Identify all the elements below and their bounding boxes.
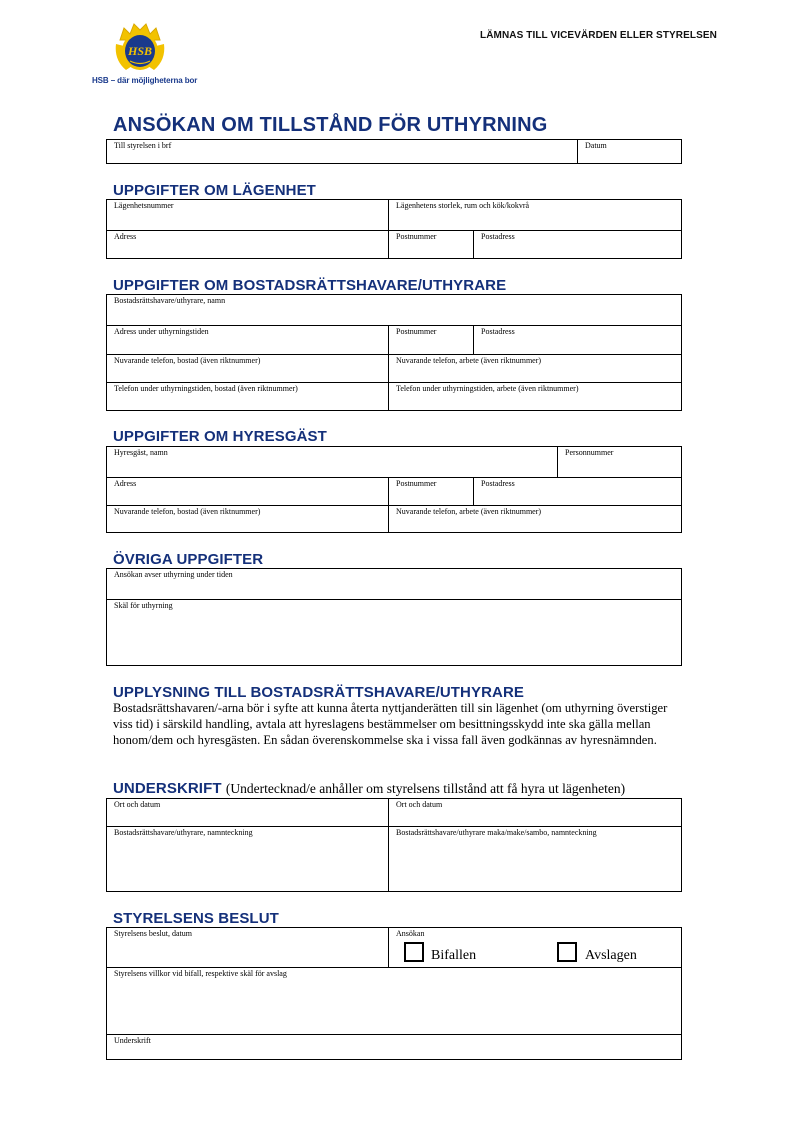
tenant-postal-code-field[interactable] <box>388 477 473 505</box>
rental-period-field[interactable] <box>107 569 681 599</box>
owner-address-label: Adress under uthyrningstiden <box>114 327 209 336</box>
board-signature-label: Underskrift <box>114 1036 151 1045</box>
owner-phone-home-rental-field[interactable] <box>107 382 388 410</box>
tenant-name-label: Hyresgäst, namn <box>114 448 168 457</box>
apartment-postal-area-field[interactable] <box>473 230 681 258</box>
hsb-crest-icon <box>112 20 168 76</box>
tenant-name-field[interactable] <box>107 447 557 477</box>
apartment-address-field[interactable] <box>107 230 388 258</box>
tenant-phone-home-label: Nuvarande telefon, bostad (även riktnummer) <box>114 507 261 516</box>
decision-section <box>106 927 682 1060</box>
apartment-postal-area-label: Postadress <box>481 232 515 241</box>
submission-note: LÄMNAS TILL VICEVÄRDEN ELLER STYRELSEN <box>480 30 717 41</box>
tenant-address-field[interactable] <box>107 477 388 505</box>
owner-postal-area-label: Postadress <box>481 327 515 336</box>
owner-postal-area-field[interactable] <box>473 325 681 354</box>
brf-field[interactable] <box>107 140 577 163</box>
logo-tagline: HSB – där möjligheterna bor <box>92 76 198 85</box>
owner-phone-work-rental-label: Telefon under uthyrningstiden, arbete (även riktnummer) <box>396 384 579 393</box>
page-title: ANSÖKAN OM TILLSTÅND FÖR UTHYRNING <box>113 114 548 136</box>
place-date-field-2[interactable] <box>388 799 681 826</box>
tenant-phone-work-label: Nuvarande telefon, arbete (även riktnummer) <box>396 507 542 516</box>
partner-signature-label: Bostadsrättshavare/uthyrare maka/make/sambo, namnteckning <box>396 828 597 837</box>
tenant-personal-number-field[interactable] <box>557 447 681 477</box>
approved-checkbox[interactable] <box>404 942 424 962</box>
apartment-postal-code-label: Postnummer <box>396 232 437 241</box>
other-section <box>106 568 682 666</box>
owner-phone-home-label: Nuvarande telefon, bostad (även riktnummer) <box>114 356 261 365</box>
owner-phone-work-rental-field[interactable] <box>388 382 681 410</box>
signature-section <box>106 798 682 892</box>
owner-postal-code-field[interactable] <box>388 325 473 354</box>
owner-section <box>106 294 682 411</box>
date-label: Datum <box>585 141 607 150</box>
signature-subtitle: (Undertecknad/e anhåller om styrelsens tillstånd att få hyra ut lägenheten) <box>225 781 626 796</box>
tenant-postal-area-label: Postadress <box>481 479 515 488</box>
tenant-section <box>106 446 682 533</box>
owner-signature-field[interactable] <box>107 826 388 891</box>
rental-period-label: Ansökan avser uthyrning under tiden <box>114 570 233 579</box>
svg-text:HSB: HSB <box>127 44 153 58</box>
apartment-size-field[interactable] <box>388 200 681 230</box>
conditions-label: Styrelsens villkor vid bifall, respektive skäl för avslag <box>114 969 287 978</box>
info-text: Bostadsrättshavaren/-arna bör i syfte att kunna återta nyttjanderätten till sin lägenhet (om uthyrning överstiger viss tid) i särskild handling, avtala att hyreslagens bestämmelser om besittningsskydd inte ska gälla mellan honom/dem och hyresgästen. En sådan överenskommelse ska i vissa fall även godkännas av hyresnämnden. <box>113 701 668 748</box>
tenant-postal-area-field[interactable] <box>473 477 681 505</box>
owner-address-field[interactable] <box>107 325 388 354</box>
owner-postal-code-label: Postnummer <box>396 327 437 336</box>
date-field[interactable] <box>577 140 681 163</box>
owner-phone-home-rental-label: Telefon under uthyrningstiden, bostad (även riktnummer) <box>114 384 298 393</box>
rental-reason-label: Skäl för uthyrning <box>114 601 173 610</box>
apartment-number-label: Lägenhetsnummer <box>114 201 174 210</box>
application-label: Ansökan <box>396 929 425 938</box>
apartment-heading: UPPGIFTER OM LÄGENHET <box>113 182 316 199</box>
info-heading: UPPLYSNING TILL BOSTADSRÄTTSHAVARE/UTHYRARE <box>113 684 524 701</box>
partner-signature-field[interactable] <box>388 826 681 891</box>
owner-phone-home-field[interactable] <box>107 354 388 382</box>
apartment-size-label: Lägenhetens storlek, rum och kök/kokvrå <box>396 201 530 210</box>
hsb-logo <box>92 20 202 92</box>
tenant-heading: UPPGIFTER OM HYRESGÄST <box>113 428 327 445</box>
owner-phone-work-label: Nuvarande telefon, arbete (även riktnummer) <box>396 356 542 365</box>
tenant-personal-number-label: Personnummer <box>565 448 614 457</box>
owner-name-label: Bostadsrättshavare/uthyrare, namn <box>114 296 226 305</box>
owner-signature-label: Bostadsrättshavare/uthyrare, namnteckning <box>114 828 253 837</box>
application-result-field <box>388 928 681 967</box>
apartment-address-label: Adress <box>114 232 137 241</box>
board-signature-field[interactable] <box>107 1034 681 1059</box>
apartment-postal-code-field[interactable] <box>388 230 473 258</box>
apartment-number-field[interactable] <box>107 200 388 230</box>
owner-heading: UPPGIFTER OM BOSTADSRÄTTSHAVARE/UTHYRARE <box>113 277 507 294</box>
owner-phone-work-field[interactable] <box>388 354 681 382</box>
decision-date-field[interactable] <box>107 928 388 967</box>
place-date-label-1: Ort och datum <box>114 800 161 809</box>
apartment-section <box>106 199 682 259</box>
tenant-address-label: Adress <box>114 479 137 488</box>
owner-name-field[interactable] <box>107 295 681 325</box>
rejected-label: Avslagen <box>585 948 637 963</box>
brf-label: Till styrelsen i brf <box>114 141 172 150</box>
tenant-phone-home-field[interactable] <box>107 505 388 532</box>
decision-date-label: Styrelsens beslut, datum <box>114 929 192 938</box>
signature-title: UNDERSKRIFT <box>113 780 222 797</box>
approved-label: Bifallen <box>431 948 477 963</box>
conditions-field[interactable] <box>107 967 681 1034</box>
place-date-label-2: Ort och datum <box>396 800 443 809</box>
decision-heading: STYRELSENS BESLUT <box>113 910 279 927</box>
intro-fields <box>106 139 682 164</box>
signature-heading <box>113 780 625 797</box>
other-heading: ÖVRIGA UPPGIFTER <box>113 551 264 568</box>
tenant-phone-work-field[interactable] <box>388 505 681 532</box>
rental-reason-field[interactable] <box>107 599 681 665</box>
tenant-postal-code-label: Postnummer <box>396 479 437 488</box>
place-date-field-1[interactable] <box>107 799 388 826</box>
rejected-checkbox[interactable] <box>557 942 577 962</box>
